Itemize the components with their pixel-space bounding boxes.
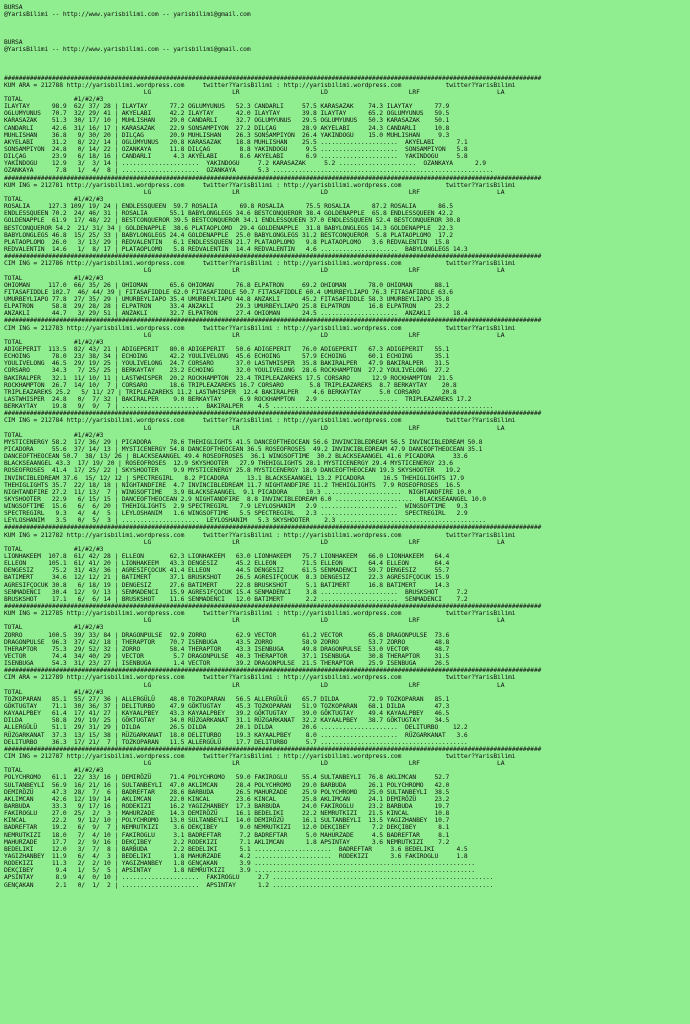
table-row: DEMIRÖZÜ 47.3 28/ 7/ 6 | BADREFTAR 28.6 BARBUDA 26.5 MAHURZADE 25.9 POLYCHROMO 25.0 SULTANBEYLI 38.5	[4, 788, 450, 796]
column-header: LG LR LD LRF LA	[4, 538, 505, 546]
table-row: ADIGEPERIT 113.5 82/ 43/ 21 | ADIGEPERIT 80.0 ADIGEPERIT 50.6 ADIGEPERIT 76.0 ADIGEPERIT 67.3 ADIGEPERIT 55.1	[4, 345, 450, 353]
table-row: BADREFTAR 19.2 6/ 9/ 7 | NEMRUTKIZI 3.6 DEKÇIBEY 9.0 NEMRUTKIZI 12.0 DEKÇIBEY 7.2 DEKÇIBEY 8.1	[4, 824, 450, 832]
race-tables	[4, 75, 690, 889]
table-row: RÜZGARKANAT 37.3 13/ 15/ 38 | RÜZGARKANAT 18.0 DELITURBO 19.3 KAYAALPBEY 8.0 ..................... RÜZGARKANAT 3.6	[4, 731, 468, 739]
table-row: KAYAALPBEY 61.4 17/ 41/ 27 | KAYAALPBEY 43.3 KAYAALPBEY 39.2 GÖKTUGTAY 39.0 GÖKTUGTAY 49.4 KAYAALPBEY 46.5	[4, 710, 450, 718]
column-header: LG LR LD LRF LA	[4, 88, 505, 96]
table-row: FAKIROGLU 27.0 25/ 2/ 3 | MAHURZADE 14.3 DEMIRÖZÜ 16.1 BEDELIKI 22.2 NEMRUTKIZI 21.5 KINCAL 10.8	[4, 810, 450, 818]
table-row: SENMADENCI 30.4 12/ 9/ 13 | SENMADENCI 15.9 AGRESIFÇOCUK 15.4 SENMADENCI 3.8 ..................... BRUSKSHOT 7.2	[4, 588, 468, 596]
race-heading: CIM ING = 212787 http://yarisbilimi.wordpress.com twitter?YarisBilimi : http://yarisbilimi.wordpress.com twitter?YarisBilimi	[4, 752, 516, 760]
table-row: OZANKAYA 7.8 1/ 4/ 8 | ..................... OZANKAYA 5.3 ............................................................	[4, 167, 494, 175]
separator-line: ##################################################################################################################################################	[4, 253, 542, 261]
column-header: TOTAL #1/#2/#3	[4, 624, 104, 632]
table-row: AKYELABI 31.2 8/ 22/ 14 | OGLUMYUNUS 20.8 KARASAZAK 18.8 MUHLISHAN 25.5 ..................... AKYELABI 7.1	[4, 138, 468, 146]
race-heading: CIM ARA = 212789 http://yarisbilimi.wordpress.com twitter?YarisBilimi : http://yarisbilimi.wordpress.com twitter?YarisBilimi	[4, 674, 516, 682]
table-row: DEKÇIBEY 9.4 1/ 5/ 5 | APSINTAY 1.8 NEMRUTKIZI 3.9 ............................................................	[4, 867, 475, 875]
table-row: ROSALIA 127.3 109/ 19/ 24 | ENDLESSQUEEN 59.7 ROSALIA 69.8 ROSALIA 75.5 ROSALIA 87.2 ROSALIA 86.5	[4, 203, 453, 211]
table-row: ALLERGÜLÜ 51.1 29/ 31/ 29 | DILDA 26.5 DILDA 20.1 DILDA 20.6 ..................... DELITURBO 12.2	[4, 724, 468, 732]
race-heading: CIM ING = 212783 http://yarisbilimi.wordpress.com twitter?YarisBilimi : http://yarisbilimi.wordpress.com twitter?YarisBilimi	[4, 324, 516, 332]
table-row: NEMRUTKIZI 18.0 7/ 4/ 10 | FAKIROGLU 3.1 BADREFTAR 7.2 BADREFTAR 5.0 MAHURZADE 4.5 BADREFTAR 8.1	[4, 831, 450, 839]
column-header: LG LR LD LRF LA	[4, 424, 505, 432]
table-row: BLACKSEAANGEL 43.3 17/ 19/ 20 | ROSEOFROSES 12.9 SKYSHOOTER 27.9 THEHIGLIGHTS 28.1 MYSTICENERGY 29.4 MYSTICENERGY 23.6	[4, 460, 453, 468]
table-row: VECTOR 74.4 34/ 40/ 29 | VECTOR 5.7 DRAGONPULSE 40.3 THERAPTOR 37.1 ISENBUGA 30.8 THERAPTOR 31.5	[4, 653, 450, 661]
race-table	[4, 82, 690, 175]
table-row: LEYLOSHANIM 3.5 0/ 5/ 3 | ..................... LEYLOSHANIM 5.3 SKYSHOOTER 2.3 ........................................	[4, 517, 486, 525]
table-row: UMURBEYLIAPO 77.8 27/ 35/ 29 | UMURBEYLIAPO 35.4 UMURBEYLIAPO 44.8 ANZAKLI 45.2 FITASAFIDDLE 58.3 UMURBEYLIAPO 35.8	[4, 295, 450, 303]
column-header: LG LR LD LRF LA	[4, 188, 505, 196]
table-row: BERKAYTAY 19.8 9/ 9/ 7 | ..................... BAKIRALPER 4.5 ............................................................	[4, 403, 494, 411]
race-heading: KUM ING = 212781 http://yarisbilimi.wordpress.com twitter?YarisBilimi : http://yarisbilimi.wordpress.com twitter?YarisBilimi	[4, 181, 516, 189]
table-row: LASTWHISPER 24.8 0/ 7/ 32 | BAKIRALPER 9.0 BERKAYTAY 6.9 ROCKHAMPTON 2.9 ..................... TRIPLEAZAREKS 17.2	[4, 395, 472, 403]
table-row: ROSEOFROSES 41.4 17/ 25/ 22 | SKYSHOOTER 9.9 MYSTICENERGY 25.8 MYSTICENERGY 18.9 DANCEOFTHEOCEAN 19.3 SKYSHOOTER 19.2	[4, 467, 461, 475]
table-row: LIONHAKEEM 107.8 61/ 42/ 28 | ELLEON 62.3 LIONHAKEEM 63.0 LIONHAKEEM 75.7 LIONHAKEEM 66.0 LIONHAKEEM 64.4	[4, 553, 450, 561]
table-row: SKYSHOOTER 22.9 6/ 15/ 15 | DANCEOFTHEOCEAN 2.9 NIGHTANDFIRE 8.8 INVINCIBLEDREAM 6.0 ..................... BLACKSEAANGEL 10.0	[4, 495, 486, 503]
race-table	[4, 610, 690, 667]
column-header: TOTAL #1/#2/#3	[4, 431, 104, 439]
race-heading: KUM ARA = 212788 http://yarisbilimi.wordpress.com twitter?YarisBilimi : http://yarisbilimi.wordpress.com twitter?YarisBilimi	[4, 81, 516, 89]
table-row: KINCAL 22.2 9/ 12/ 10 | POLYCHROMO 13.0 SULTANBEYLI 14.0 DEMIRÖZÜ 16.1 SULTANBEYLI 13.5 YAGIZHANBEY 10.7	[4, 817, 450, 825]
table-row: KARASAZAK 51.3 30/ 17/ 10 | MUHLISHAN 29.0 CANDARLI 32.7 OGLUMYUNUS 29.5 OGLUMYUNUS 50.3 KARASAZAK 50.1	[4, 117, 450, 125]
spacer	[4, 18, 690, 39]
race-heading: KUM ING = 212785 http://yarisbilimi.wordpress.com twitter?YarisBilimi : http://yarisbilimi.wordpress.com twitter?YarisBilimi	[4, 610, 516, 618]
separator-line: ##################################################################################################################################################	[4, 74, 542, 82]
column-header: LG LR LD LRF LA	[4, 681, 505, 689]
table-row: GOLDENAPPLE 61.9 17/ 48/ 22 | BESTCONQUEROR 39.5 BESTCONQUEROR 34.1 ENDLESSQUEEN 37.0 ENDLESSQUEEN 52.4 BESTCONQUEROR 30.8	[4, 217, 461, 225]
race-table	[4, 753, 690, 889]
table-row: MYSTICENERGY 58.2 17/ 36/ 29 | PICADORA 78.6 THEHIGLIGHTS 41.5 DANCEOFTHEOCEAN 56.6 INVINCIBLEDREAM 56.5 INVINCIBLEDREAM 50.8	[4, 438, 483, 446]
column-header: TOTAL #1/#2/#3	[4, 96, 104, 104]
race-heading: CIM ING = 212786 http://yarisbilimi.wordpress.com twitter?YarisBilimi : http://yarisbilimi.wordpress.com twitter?YarisBilimi	[4, 260, 516, 268]
column-header: LG LR LD LRF LA	[4, 267, 505, 275]
header-credit: @YarisBilimi -- http://www.yarisbilimi.com -- yarisbilimi@gmail.com	[4, 11, 251, 19]
table-row: YAGIZHANBEY 11.9 6/ 4/ 3 | BEDELIKI 1.8 MAHURZADE 4.2 ..................... RODEKIZI 3.6 FAKIROGLU 1.8	[4, 852, 468, 860]
column-header: TOTAL #1/#2/#3	[4, 338, 104, 346]
column-header: LG LR LD LRF LA	[4, 760, 505, 768]
table-row: APSINTAY 8.9 4/ 0/ 10 | ..................... FAKIROGLU 2.7 ............................................................	[4, 874, 494, 882]
table-row: ANZAKLI 44.7 3/ 29/ 51 | ANZAKLI 32.7 ELPATRON 27.4 OHIOMAN 24.5 ..................... ANZAKLI 18.4	[4, 310, 468, 318]
table-row: GÖKTUGTAY 71.1 30/ 36/ 37 | DELITURBO 47.9 GÖKTUGTAY 45.3 TOZKOPARAN 51.9 TOZKOPARAN 68.1 DILDA 47.3	[4, 703, 450, 710]
header-title-2: BURSA	[4, 39, 23, 47]
table-row: THEHIGLIGHTS 35.7 22/ 18/ 18 | NIGHTANDFIRE 4.7 INVINCIBLEDREAM 11.7 NIGHTANDFIRE 11.2 THEHIGLIGHTS 7.9 ROSEOFROSES 16.5	[4, 481, 461, 489]
separator-line: ##################################################################################################################################################	[4, 524, 542, 532]
table-row: AKLIMCAN 42.6 12/ 19/ 14 | AKLIMCAN 22.0 KINCAL 23.6 KINCAL 25.8 AKLIMCAN 24.1 DEMIRÖZÜ 23.2	[4, 795, 450, 803]
table-row: DILDA 58.8 29/ 19/ 25 | GÖKTUGTAY 34.0 RÜZGARKANAT 31.1 RÜZGARKANAT 32.2 KAYAALPBEY 38.7 GÖKTUGTAY 34.5	[4, 717, 450, 725]
race-table	[4, 260, 690, 317]
table-row: PLATAOPLOMO 26.0 3/ 13/ 29 | REDVALENTIN 6.1 ENDLESSQUEEN 21.7 PLATAOPLOMO 9.8 PLATAOPLOMO 3.6 REDVALENTIN 15.8	[4, 238, 450, 246]
column-header: TOTAL #1/#2/#3	[4, 545, 104, 553]
table-row: SULTANBEYLI 56.9 16/ 21/ 16 | SULTANBEYLI 47.0 AKLIMCAN 28.4 POLYCHROMO 29.0 BARBUDA 26.1 POLYCHROMO 42.0	[4, 781, 450, 789]
table-row: BARBUDA 33.3 9/ 17/ 16 | RODEKIZI 16.2 YAGIZHANBEY 17.3 BARBUDA 24.0 FAKIROGLU 23.2 BARBUDA 19.7	[4, 802, 450, 810]
table-row: ZORRO 100.5 39/ 33/ 84 | DRAGONPULSE 92.9 ZORRO 62.9 VECTOR 61.2 VECTOR 65.8 DRAGONPULSE 73.6	[4, 631, 450, 639]
table-row: AGRESIFÇOCUK 30.8 6/ 18/ 19 | DENGESIZ 27.6 BATIMERT 22.8 BRUSKSHOT 5.1 BATIMERT 16.8 BATIMERT 14.3	[4, 581, 450, 589]
table-row: DRAGONPULSE 96.3 37/ 42/ 18 | THERAPTOR 70.7 ISENBUGA 43.5 ZORRO 58.9 ZORRO 53.7 ZORRO 48.8	[4, 638, 450, 646]
table-row: DILÇAG 23.9 6/ 18/ 16 | CANDARLI 4.3 AKYELABI 8.6 AKYELABI 6.9 ..................... YAKINDOGU 5.8	[4, 153, 468, 161]
race-table	[4, 532, 690, 603]
table-row: ELPATRON 58.8 29/ 28/ 28 | ELPATRON 33.4 ANZAKLI 29.3 UMURBEYLIAPO 25.8 ELPATRON 16.8 ELPATRON 23.2	[4, 303, 450, 311]
table-row: DENGESIZ 75.2 31/ 43/ 36 | AGRESIFÇOCUK 41.4 ELLEON 44.5 DENGESIZ 61.5 SENMADENCI 59.7 DENGESIZ 55.7	[4, 567, 450, 575]
table-row: THERAPTOR 75.3 29/ 52/ 32 | ZORRO 58.4 THERAPTOR 43.3 ISENBUGA 49.8 DRAGONPULSE 53.0 VECTOR 48.7	[4, 645, 450, 653]
column-header: TOTAL #1/#2/#3	[4, 196, 104, 204]
race-table	[4, 417, 690, 524]
table-row: YAKINDOGU 12.9 3/ 3/ 14 | ..................... YAKINDOGU 7.2 KARASAZAK 5.2 ..................... OZANKAYA 2.9	[4, 160, 486, 168]
column-header: TOTAL #1/#2/#3	[4, 767, 104, 775]
table-row: SONSAMPIYON 24.8 0/ 14/ 22 | OZANKAYA 11.8 DILÇAG 8.8 YAKINDOGU 9.5 ..................... SONSAMPIYON 5.8	[4, 146, 468, 154]
separator-line: ##################################################################################################################################################	[4, 667, 542, 675]
separator-line: ##################################################################################################################################################	[4, 603, 542, 611]
header-credit-2: @YarisBilimi -- http://www.yarisbilimi.com -- yarisbilimi@gmail.com	[4, 46, 251, 54]
table-row: POLYCHROMO 61.1 22/ 33/ 16 | DEMIRÖZÜ 71.4 POLYCHROMO 59.0 FAKIROGLU 55.4 SULTANBEYLI 76.8 AKLIMCAN 52.7	[4, 774, 450, 782]
table-row: WINGSOFTIME 15.6 6/ 6/ 20 | THEHIGLIGHTS 2.9 SPECTREGIRL 7.9 LEYLOSHANIM 2.9 ..................... WINGSOFTIME 9.3	[4, 503, 468, 511]
table-row: ECHOING 78.0 23/ 38/ 34 | ECHOING 42.2 YOULIVELONG 45.6 ECHOING 57.9 ECHOING 60.1 ECHOING 35.1	[4, 353, 450, 361]
table-row: ISENBUGA 54.3 31/ 23/ 27 | ISENBUGA 1.4 VECTOR 39.2 DRAGONPULSE 21.5 THERAPTOR 25.9 ISENBUGA 26.5	[4, 660, 450, 668]
table-row: TOZKOPARAN 85.1 55/ 27/ 36 | ALLERGÜLÜ 48.0 TOZKOPARAN 56.5 ALLERGÜLÜ 65.7 DILDA 72.9 TOZKOPARAN 85.1	[4, 695, 450, 703]
table-row: MAHURZADE 17.7 2/ 9/ 16 | DEKÇIBEY 2.2 RODEKIZI 7.1 AKLIMCAN 1.8 APSINTAY 3.6 NEMRUTKIZI 7.2	[4, 838, 450, 846]
table-row: DANCEOFTHEOCEAN 50.7 38/ 13/ 26 | BLACKSEAANGEL 49.4 ROSEOFROSES 36.1 WINGSOFTIME 30.2 BLACKSEAANGEL 41.6 PICADORA 33.6	[4, 453, 468, 461]
column-header: TOTAL #1/#2/#3	[4, 688, 104, 696]
table-row: BEDELIKI 12.0 3/ 7/ 8 | BARBUDA 2.2 BEDELIKI 5.1 ..................... BADREFTAR 3.6 BEDELIKI 4.5	[4, 845, 468, 853]
table-row: DELITURBO 36.3 17/ 21/ 7 | TOZKOPARAN 11.5 ALLERGÜLÜ 17.7 DELITURBO 5.7 ........................................	[4, 738, 468, 746]
race-table	[4, 325, 690, 411]
separator-line: ##################################################################################################################################################	[4, 174, 542, 182]
table-row: INVINCIBLEDREAM 37.6 15/ 12/ 12 | SPECTREGIRL 8.2 PICADORA 13.1 BLACKSEAANGEL 13.2 PICADORA 16.5 THEHIGLIGHTS 17.9	[4, 474, 464, 482]
table-row: REDVALENTIN 14.6 1/ 8/ 17 | PLATAOPLOMO 5.8 REDVALENTIN 14.4 REDVALENTIN 4.6 ..................... BABYLONGLEGS 14.3	[4, 246, 468, 253]
table-row: RODEKIZI 11.3 2/ 2/ 10 | YAGIZHANBEY 1.8 GENÇAKAN 3.9 ............................................................	[4, 860, 475, 868]
table-row: MUHLISHAN 36.8 9/ 30/ 20 | DILÇAG 20.9 MUHLISHAN 26.3 SONSAMPIYON 26.4 YAKINDOGU 15.0 MUHLISHAN 9.3	[4, 131, 450, 139]
table-row: CANDARLI 42.6 31/ 16/ 17 | KARASAZAK 22.9 SONSAMPIYON 27.2 DILÇAG 28.9 AKYELABI 24.3 CANDARLI 10.8	[4, 124, 450, 132]
race-heading: KUM ING = 212782 http://yarisbilimi.wordpress.com twitter?YarisBilimi : http://yarisbilimi.wordpress.com twitter?YarisBilimi	[4, 531, 516, 539]
table-row: BATIMERT 34.6 12/ 12/ 21 | BATIMERT 37.1 BRUSKSHOT 26.5 AGRESIFÇOCUK 8.3 DENGESIZ 22.3 AGRESIFÇOCUK 15.9	[4, 574, 450, 582]
table-row: YOULIVELONG 46.5 29/ 19/ 25 | YOULIVELONG 24.7 CORSARO 37.0 LASTWHISPER 35.8 BAKIRALPER 47.9 BAKIRALPER 31.5	[4, 360, 450, 368]
table-row: NIGHTANDFIRE 27.2 11/ 13/ 7 | WINGSOFTIME 3.9 BLACKSEAANGEL 9.1 PICADORA 10.3 ..................... NIGHTANDFIRE 10.0	[4, 488, 472, 496]
table-row: ROCKHAMPTON 26.7 14/ 10/ 7 | CORSARO 18.6 TRIPLEAZAREKS 16.7 CORSARO 5.8 TRIPLEAZAREKS 8.7 BERKAYTAY 20.8	[4, 381, 457, 389]
table-row: BABYLONGLEGS 46.8 15/ 25/ 33 | BABYLONGLEGS 24.4 GOLDENAPPLE 25.0 BABYLONGLEGS 31.2 BESTCONQUEROR 5.8 PLATAOPLOMO 17.2	[4, 231, 453, 239]
table-row: ILAYTAY 98.9 62/ 37/ 28 | ILAYTAY 77.2 OGLUMYUNUS 52.3 CANDARLI 57.5 KARASAZAK 74.3 ILAYTAY 77.9	[4, 103, 450, 111]
spacer	[4, 54, 690, 75]
table-row: FITASAFIDDLE 102.7 46/ 44/ 39 | FITASAFIDDLE 62.0 FITASAFIDDLE 50.7 FITASAFIDDLE 60.4 UMURBEYLIAPO 76.3 FITASAFIDDLE 63.6	[4, 288, 453, 296]
table-row: SPECTREGIRL 9.3 4/ 4/ 5 | LEYLOSHANIM 1.6 WINGSOFTIME 5.5 SPECTREGIRL 2.3 ..................... SPECTREGIRL 2.9	[4, 510, 468, 518]
table-row: BAKIRALPER 32.1 11/ 10/ 11 | LASTWHISPER 20.2 ROCKHAMPTON 23.4 TRIPLEAZAREKS 17.5 CORSARO 12.9 ROCKHAMPTON 21.5	[4, 374, 453, 382]
table-row: PICADORA 55.6 37/ 14/ 13 | MYSTICENERGY 54.8 DANCEOFTHEOCEAN 36.5 ROSEOFROSES 49.2 INVINCIBLEDREAM 47.9 DANCEOFTHEOCEAN 35.1	[4, 445, 483, 453]
table-row: ELLEON 105.1 61/ 41/ 20 | LIONHAKEEM 43.3 DENGESIZ 45.2 ELLEON 71.5 ELLEON 64.4 ELLEON 64.4	[4, 560, 450, 568]
column-header: LG LR LD LRF LA	[4, 331, 505, 339]
race-table	[4, 674, 690, 745]
column-header: TOTAL #1/#2/#3	[4, 274, 104, 282]
separator-line: ##################################################################################################################################################	[4, 317, 542, 325]
race-heading: CIM ING = 212784 http://yarisbilimi.wordpress.com twitter?YarisBilimi : http://yarisbilimi.wordpress.com twitter?YarisBilimi	[4, 417, 516, 425]
column-header: LG LR LD LRF LA	[4, 617, 505, 625]
table-row: GENÇAKAN 2.1 0/ 1/ 2 | ..................... APSINTAY 1.2 ............................................................	[4, 881, 494, 889]
separator-line: ##################################################################################################################################################	[4, 745, 542, 753]
table-row: TRIPLEAZAREKS 25.2 5/ 11/ 27 | TRIPLEAZAREKS 11.2 LASTWHISPER 12.4 BAKIRALPER 4.6 BERKAYTAY 5.0 CORSARO 20.8	[4, 388, 457, 396]
table-row: OHIOMAN 117.0 66/ 35/ 26 | OHIOMAN 65.6 OHIOMAN 76.8 ELPATRON 69.2 OHIOMAN 78.0 OHIOMAN 88.1	[4, 281, 450, 289]
table-row: ENDLESSQUEEN 70.2 24/ 46/ 31 | ROSALIA 55.1 BABYLONGLEGS 34.6 BESTCONQUEROR 38.4 GOLDENAPPLE 65.8 ENDLESSQUEEN 42.2	[4, 210, 453, 218]
table-row: BRUSKSHOT 17.1 6/ 6/ 14 | BRUSKSHOT 11.6 SENMADENCI 12.0 BATIMERT 2.2 ..................... SENMADENCI 7.2	[4, 595, 468, 603]
race-table	[4, 182, 690, 253]
table-row: CORSARO 34.3 7/ 25/ 25 | BERKAYTAY 23.2 ECHOING 32.0 YOULIVELONG 28.6 ROCKHAMPTON 27.2 YOULIVELONG 27.2	[4, 367, 450, 375]
separator-line: ##################################################################################################################################################	[4, 410, 542, 418]
header-title: BURSA	[4, 4, 23, 11]
table-row: BESTCONQUEROR 54.2 21/ 31/ 34 | GOLDENAPPLE 38.6 PLATAOPLOMO 29.4 GOLDENAPPLE 31.8 BABYLONGLEGS 14.3 GOLDENAPPLE 22.3	[4, 224, 453, 232]
table-row: OGLUMYUNUS 70.7 32/ 29/ 41 | AKYELABI 42.2 ILAYTAY 42.0 ILAYTAY 39.8 ILAYTAY 65.2 OGLUMYUNUS 59.5	[4, 110, 450, 118]
